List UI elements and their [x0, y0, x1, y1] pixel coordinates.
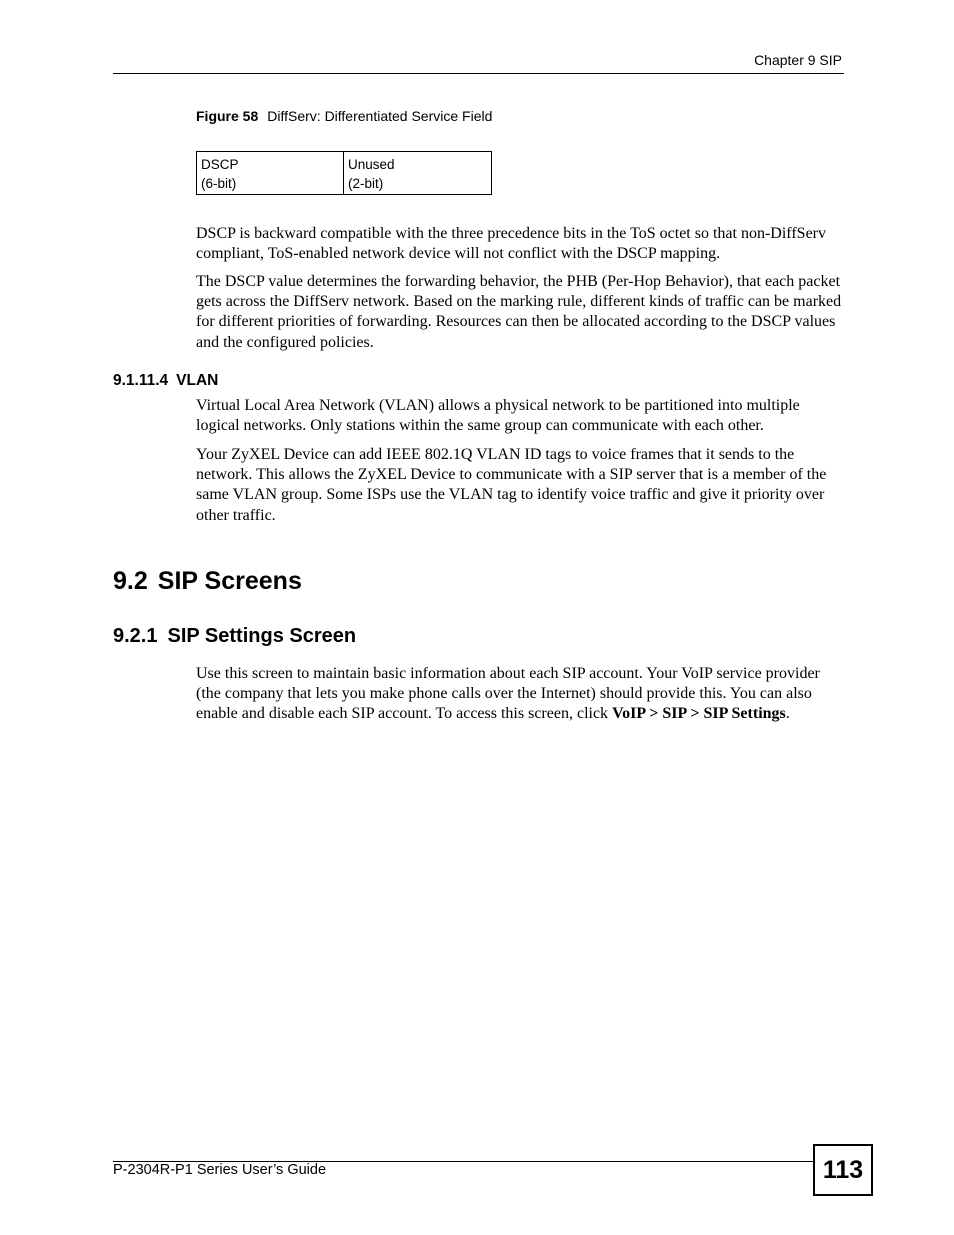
unused-field-cell — [344, 152, 491, 194]
menu-path: VoIP > SIP > SIP Settings — [612, 705, 786, 723]
paragraph-vlan-definition: Virtual Local Area Network (VLAN) allows a physical network to be partitioned into multiple logical networks. Only stations within the same group can communicate with each other. — [196, 397, 800, 435]
section-title: VLAN — [176, 372, 219, 389]
guide-title: P-2304R-P1 Series User’s Guide — [113, 1162, 327, 1178]
diffserv-field-diagram — [196, 151, 492, 195]
field-size: (2-bit) — [348, 176, 384, 191]
running-head: Chapter 9 SIP — [754, 52, 842, 68]
paragraph-vlan-tags: Your ZyXEL Device can add IEEE 802.1Q VLAN ID tags to voice frames that it sends to the network. This allows the ZyXEL Device to communicate with a SIP server that is a member of the same VLAN group. Some ISPs use the VLAN tag to identify voice traffic and give it priority over other traffic. — [196, 446, 827, 524]
dscp-field-cell — [197, 152, 344, 194]
section-heading-sip-screens — [113, 567, 302, 596]
section-heading-vlan — [113, 372, 218, 390]
figure-title: DiffServ: Differentiated Service Field — [267, 108, 493, 124]
field-name: DSCP — [201, 157, 239, 172]
sip-settings-text-end: . — [785, 705, 790, 723]
page-number: 113 — [813, 1144, 873, 1196]
section-title: SIP Settings Screen — [167, 625, 357, 647]
figure-caption — [196, 108, 492, 124]
section-number: 9.2.1 — [113, 625, 158, 647]
section-number: 9.1.11.4 — [113, 372, 169, 389]
section-number: 9.2 — [113, 567, 148, 595]
paragraph-dscp-compatibility: DSCP is backward compatible with the three precedence bits in the ToS octet so that non-DiffServ compliant, ToS-enabled network device will not conflict with the DSCP mapping. — [196, 225, 826, 263]
section-title: SIP Screens — [157, 567, 302, 595]
section-heading-sip-settings — [113, 625, 356, 648]
field-name: Unused — [348, 157, 395, 172]
figure-number: Figure 58 — [196, 108, 259, 124]
field-size: (6-bit) — [201, 176, 237, 191]
paragraph-sip-settings — [196, 664, 844, 725]
header-rule — [113, 73, 844, 74]
sip-settings-text: Use this screen to maintain basic information about each SIP account. Your VoIP service provider (the company that lets you make phone calls over the Internet) should provide this. You can also enable and disable each SIP account. To access this screen, click — [196, 665, 820, 723]
paragraph-dscp-forwarding: The DSCP value determines the forwarding behavior, the PHB (Per-Hop Behavior), that each packet gets across the DiffServ network. Based on the marking rule, different kinds of traffic can be marked for different priorities of forwarding. Resources can then be allocated according to the DSCP values and the configured policies. — [196, 273, 842, 351]
